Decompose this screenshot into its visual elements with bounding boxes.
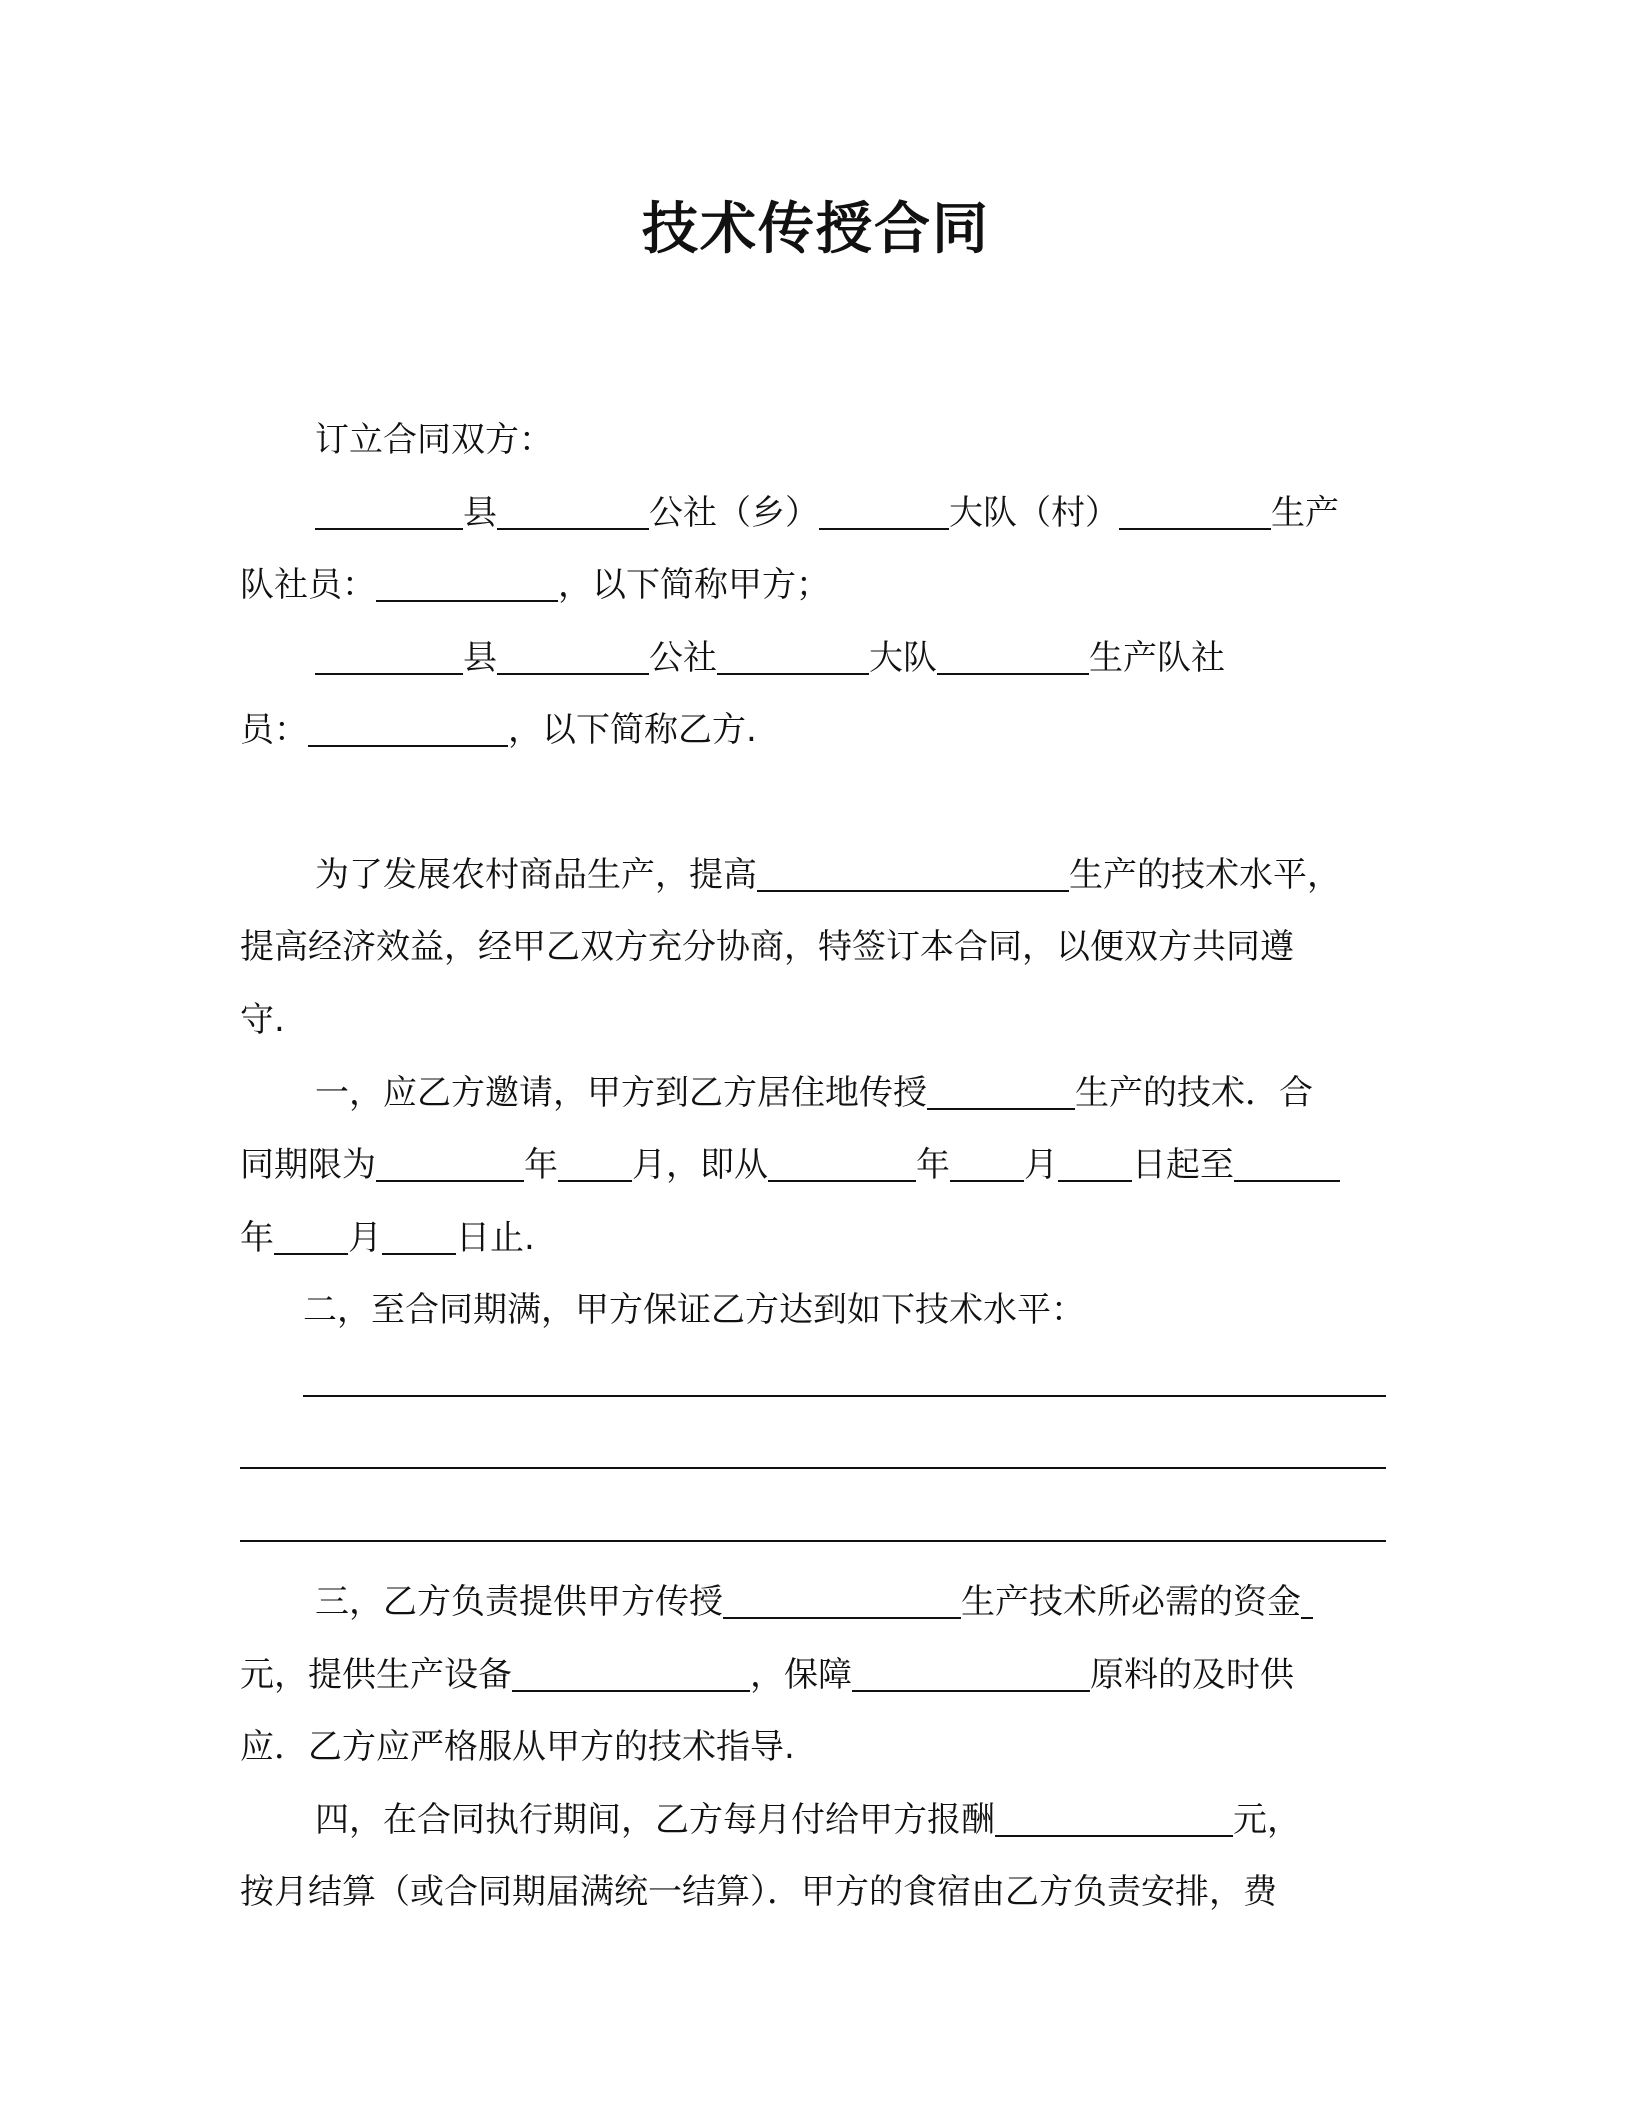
blank-commune-a[interactable] (497, 488, 649, 530)
clause1-line-1: 一，应乙方邀请，甲方到乙方居住地传授 生产的技术．合 (315, 1068, 1313, 1118)
document-title: 技术传授合同 (642, 197, 990, 262)
blank-equipment[interactable] (512, 1650, 750, 1692)
party-b-member-line: 员： ，以下简称乙方. (240, 705, 757, 755)
blank-clause3-production[interactable] (723, 1577, 961, 1619)
clause3-line-2: 元，提供生产设备 ，保障 原料的及时供 (240, 1650, 1294, 1700)
blank-monthly-pay[interactable] (995, 1795, 1233, 1837)
blank-start-year[interactable] (768, 1140, 916, 1182)
blank-start-day[interactable] (1058, 1140, 1132, 1182)
blank-end-day[interactable] (382, 1213, 456, 1255)
clause4-line-2: 按月结算（或合同期届满统一结算）．甲方的食宿由乙方负责安排，费 (240, 1872, 1277, 1912)
blank-brigade-a[interactable] (819, 488, 949, 530)
clause3-line-3: 应．乙方应严格服从甲方的技术指导. (240, 1727, 795, 1767)
preamble-line-2: 提高经济效益，经甲乙双方充分协商，特签订本合同，以便双方共同遵 (240, 927, 1294, 967)
blank-brigade-b[interactable] (717, 633, 869, 675)
blank-tech-level-3[interactable] (240, 1540, 1386, 1542)
blank-tech-level-1[interactable] (303, 1395, 1386, 1397)
blank-county-a[interactable] (315, 488, 463, 530)
parties-intro: 订立合同双方： (315, 420, 553, 460)
blank-end-month[interactable] (274, 1213, 348, 1255)
blank-materials[interactable] (852, 1650, 1090, 1692)
blank-clause1-production[interactable] (927, 1068, 1075, 1110)
blank-team-b[interactable] (937, 633, 1089, 675)
blank-tech-level-2[interactable] (240, 1467, 1386, 1469)
blank-county-b[interactable] (315, 633, 463, 675)
blank-term-years[interactable] (376, 1140, 524, 1182)
party-a-address-line: 县 公社（乡） 大队（村） 生产 (315, 488, 1339, 538)
party-a-member-line: 队社员： ，以下简称甲方； (240, 560, 830, 610)
preamble-line-3: 守. (240, 1000, 285, 1040)
blank-term-months[interactable] (558, 1140, 632, 1182)
blank-team-a[interactable] (1119, 488, 1271, 530)
clause1-line-3: 年 月 日止. (240, 1213, 535, 1263)
clause4-line-1: 四，在合同执行期间，乙方每月付给甲方报酬 元， (315, 1795, 1301, 1845)
clause2-line: 二，至合同期满，甲方保证乙方达到如下技术水平： (303, 1290, 1085, 1330)
blank-preamble-production[interactable] (757, 850, 1069, 892)
blank-end-year[interactable] (1234, 1140, 1340, 1182)
party-b-address-line: 县 公社 大队 生产队社 (315, 633, 1225, 683)
preamble-line-1: 为了发展农村商品生产，提高 生产的技术水平， (315, 850, 1341, 900)
blank-party-b-name[interactable] (308, 705, 508, 747)
blank-funds[interactable] (1301, 1577, 1313, 1619)
clause1-line-2: 同期限为 年 月，即从 年 月 日起至 (240, 1140, 1340, 1190)
blank-party-a-name[interactable] (376, 560, 558, 602)
blank-start-month[interactable] (950, 1140, 1024, 1182)
clause3-line-1: 三，乙方负责提供甲方传授 生产技术所必需的资金 (315, 1577, 1313, 1627)
blank-commune-b[interactable] (497, 633, 649, 675)
